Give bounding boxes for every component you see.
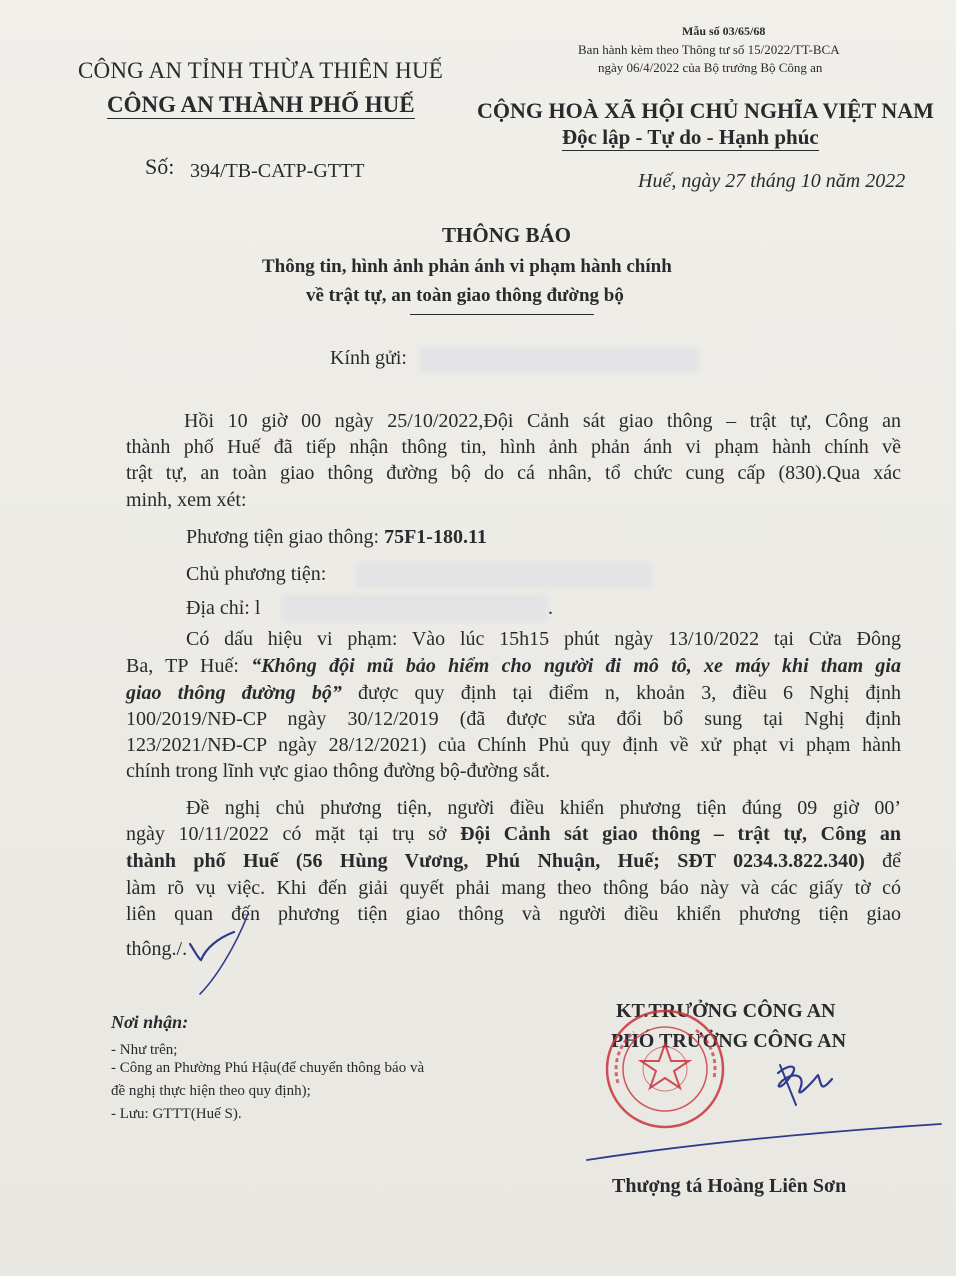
body-line: 100/2019/NĐ-CP ngày 30/12/2019 (đã được sửa đổi bổ sung tại Nghị định	[126, 708, 901, 730]
agency-parent: CÔNG AN TỈNH THỪA THIÊN HUẾ	[78, 58, 444, 83]
form-issuance-line-2: ngày 06/4/2022 của Bộ trưởng Bộ Công an	[598, 60, 823, 75]
address-end-dot: .	[548, 597, 553, 619]
document-subtitle-2-text: về trật tự, an toàn giao thông đường bộ	[306, 285, 624, 306]
address-label: Địa chỉ:	[186, 597, 250, 619]
redacted-owner	[356, 562, 651, 588]
address-prefix: l	[254, 597, 261, 619]
body-line: Ba, TP Huế: “Không đội mũ bảo hiểm cho người đi mô tô, xe máy khi tham gia	[126, 655, 901, 677]
body-line: 123/2021/NĐ-CP ngày 28/12/2021) của Chính Phủ quy định về xử phạt vi phạm hành	[126, 734, 901, 756]
national-motto-text: Độc lập - Tự do - Hạnh phúc	[562, 125, 819, 149]
issue-date: Huế, ngày 27 tháng 10 năm 2022	[638, 170, 906, 192]
body-line: ngày 10/11/2022 có mặt tại trụ sở Đội Cảnh sát giao thông – trật tự, Công an	[126, 823, 901, 845]
signature-title-1: KT.TRƯỞNG CÔNG AN	[616, 1000, 836, 1022]
body-line: Có dấu hiệu vi phạm: Vào lúc 15h15 phút ngày 13/10/2022 tại Cửa Đông	[186, 628, 901, 650]
body-line: trật tự, an toàn giao thông đường bộ do cá nhân, tổ chức cung cấp (830).Qua xác	[126, 462, 901, 484]
agency-name	[107, 92, 415, 118]
recipients-title: Nơi nhận:	[111, 1012, 189, 1032]
pen-stroke-icon	[194, 910, 254, 1000]
recipient-item: - Lưu: GTTT(Huế S).	[111, 1106, 242, 1122]
recipient-item: đề nghị thực hiện theo quy định);	[111, 1083, 311, 1099]
body-line: Đề nghị chủ phương tiện, người điều khiển phương tiện đúng 09 giờ 00’	[186, 797, 901, 819]
recipient-item: - Như trên;	[111, 1042, 178, 1058]
agency-name-text: CÔNG AN THÀNH PHỐ HUẾ	[107, 92, 415, 117]
title-divider	[410, 314, 594, 315]
vehicle-plate: 75F1-180.11	[384, 526, 487, 548]
country-name: CỘNG HOÀ XÃ HỘI CHỦ NGHĨA VIỆT NAM	[477, 98, 934, 123]
form-code: Mẫu số 03/65/68	[682, 24, 766, 38]
official-stamp-icon	[604, 1008, 726, 1130]
body-line: giao thông đường bộ” được quy định tại điểm n, khoản 3, điều 6 Nghị định	[126, 682, 902, 704]
body-line: chính trong lĩnh vực giao thông đường bộ-đường sắt.	[126, 760, 551, 782]
body-line: thành phố Huế đã tiếp nhận thông tin, hình ảnh phản ánh vi phạm hành chính về	[126, 436, 901, 458]
signer-name: Thượng tá Hoàng Liên Sơn	[612, 1175, 847, 1197]
body-line: làm rõ vụ việc. Khi đến giải quyết phải mang theo thông báo này và các giấy tờ có	[126, 877, 901, 899]
signature-underline-stroke	[585, 1118, 945, 1168]
handwritten-signature-icon	[760, 1045, 840, 1115]
redacted-address	[282, 595, 548, 621]
document-subtitle-1: Thông tin, hình ảnh phản ánh vi phạm hành chính	[262, 256, 672, 277]
redacted-recipient	[420, 347, 698, 373]
national-motto	[562, 125, 819, 150]
signature-title-2: PHÓ TRƯỞNG CÔNG AN	[611, 1030, 847, 1052]
vehicle-label: Phương tiện giao thông:	[186, 526, 380, 548]
document-subtitle-2	[306, 285, 624, 307]
body-line: thành phố Huế (56 Hùng Vương, Phú Nhuận, Huế; SĐT 0234.3.822.340) để	[126, 850, 902, 872]
owner-label: Chủ phương tiện:	[186, 563, 327, 585]
body-line: liên quan đến phương tiện giao thông và người điều khiển phương tiện giao	[126, 903, 901, 925]
body-line: Hồi 10 giờ 00 ngày 25/10/2022,Đội Cảnh sát giao thông – trật tự, Công an	[184, 410, 901, 432]
recipient-item: - Công an Phường Phú Hậu(để chuyển thông báo và	[111, 1060, 425, 1076]
vehicle-row	[186, 526, 686, 549]
document-title: THÔNG BÁO	[442, 223, 571, 247]
form-issuance-line-1: Ban hành kèm theo Thông tư số 15/2022/TT-BCA	[578, 42, 840, 57]
recipient-label: Kính gửi:	[330, 347, 407, 369]
body-line: thông./.	[126, 938, 188, 960]
document-number: 394/TB-CATP-GTTT	[190, 160, 365, 182]
document-number-label: Số:	[145, 154, 175, 179]
body-line: minh, xem xét:	[126, 489, 247, 511]
